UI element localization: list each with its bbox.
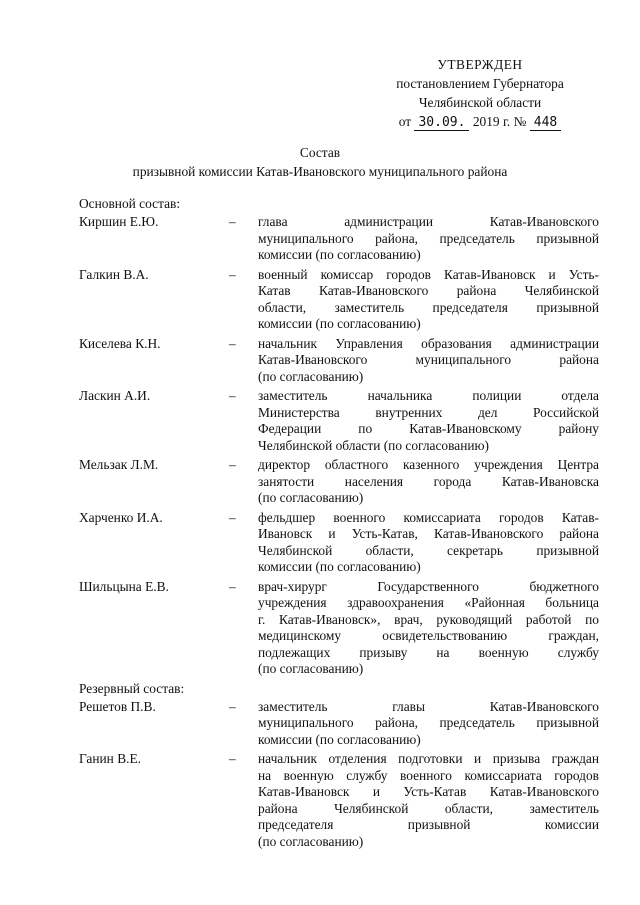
member-description [258, 267, 599, 333]
member-dash: – [229, 335, 236, 351]
description-line: начальник Управления образования администрации [258, 335, 599, 351]
approval-from: от [398, 114, 412, 129]
member-name: Галкин В.А. [79, 266, 149, 282]
member-dash: – [229, 214, 236, 229]
description-line: муниципального района, председатель призывной [258, 715, 599, 730]
description-line: комиссии (по согласованию) [258, 316, 421, 331]
member-description [258, 510, 599, 576]
description-line: фельдшер военного комиссариата городов Катав- [258, 509, 599, 525]
member-description [258, 336, 599, 386]
member-dash: – [229, 266, 236, 282]
section-label: Основной состав: [79, 196, 181, 211]
member-row [79, 267, 599, 333]
member-dash: – [229, 751, 236, 766]
description-line: Катав-Ивановск и Усть-Катав Катав-Ивановского [258, 784, 599, 799]
description-line: заместитель главы Катав-Ивановского [258, 698, 599, 714]
description-line: комиссии (по согласованию) [258, 559, 421, 574]
approval-date: 30.09. [414, 115, 469, 131]
member-dash: – [229, 509, 236, 525]
description-line: Федерации по Катав-Ивановскому району [258, 421, 599, 436]
section-label: Резервный состав: [79, 680, 185, 696]
member-dash: – [229, 388, 236, 403]
description-line: директор областного казенного учреждения Центра [258, 457, 599, 472]
approval-number: 448 [530, 115, 561, 131]
description-line: глава администрации Катав-Ивановского [258, 214, 599, 229]
description-line: Челябинской области, секретарь призывной [258, 542, 599, 558]
approval-block [380, 55, 580, 131]
description-line: военный комиссар городов Катав-Ивановск и Усть- [258, 266, 599, 282]
approval-year: 2019 г. № [472, 114, 527, 129]
member-name: Киселева К.Н. [79, 335, 161, 351]
member-name: Мельзак Л.М. [79, 457, 159, 472]
commission-list [79, 196, 599, 853]
description-line: района Челябинской области, заместитель [258, 800, 599, 816]
approval-line-2: Челябинской области [418, 95, 542, 110]
member-description [258, 214, 599, 264]
description-line: врач-хирург Государственного бюджетного [258, 578, 599, 594]
member-description [258, 751, 599, 850]
description-line: Ивановск и Усть-Катав, Катав-Ивановского района [258, 526, 599, 541]
member-row [79, 457, 599, 507]
member-row [79, 388, 599, 454]
document-title [0, 143, 640, 181]
description-line: (по согласованию) [258, 661, 364, 676]
description-line: учреждения здравоохранения «Районная больница [258, 595, 599, 610]
member-row [79, 751, 599, 850]
description-line: подлежащих призыву на военную службу [258, 644, 599, 660]
member-description [258, 457, 599, 507]
member-name: Киршин Е.Ю. [79, 214, 159, 229]
description-line: (по согласованию) [258, 490, 364, 505]
member-name: Ласкин А.И. [79, 388, 151, 403]
description-line: области, заместитель председателя призывной [258, 299, 599, 315]
member-description [258, 388, 599, 454]
member-name: Ганин В.Е. [79, 751, 142, 766]
member-row [79, 214, 599, 264]
member-row [79, 699, 599, 749]
description-line: (по согласованию) [258, 368, 364, 384]
description-line: г. Катав-Ивановск», врач, руководящий работой по [258, 611, 599, 627]
description-line: Челябинской области (по согласованию) [258, 437, 489, 453]
description-line: председателя призывной комиссии [258, 817, 599, 832]
approval-heading: УТВЕРЖДЕН [437, 57, 523, 72]
member-name: Шильцына Е.В. [79, 578, 169, 594]
description-line: (по согласованию) [258, 833, 364, 849]
member-row [79, 510, 599, 576]
description-line: начальник отделения подготовки и призыва граждан [258, 751, 599, 766]
approval-date-line [380, 112, 580, 131]
description-line: занятости населения города Катав-Ивановска [258, 473, 599, 489]
member-row [79, 336, 599, 386]
description-line: муниципального района, председатель призывной [258, 230, 599, 246]
description-line: Катав-Ивановского муниципального района [258, 352, 599, 367]
title-line-2: призывной комиссии Катав-Ивановского муниципального района [132, 164, 508, 179]
member-row [79, 579, 599, 678]
description-line: медицинскому освидетельствованию граждан, [258, 628, 599, 643]
title-line-1: Состав [299, 145, 341, 160]
approval-line-1: постановлением Губернатора [396, 76, 564, 91]
member-dash: – [229, 578, 236, 594]
member-name: Харченко И.А. [79, 509, 163, 525]
member-name: Решетов П.В. [79, 698, 156, 714]
description-line: на военную службу военного комиссариата городов [258, 767, 599, 783]
member-description [258, 699, 599, 749]
description-line: Катав Катав-Ивановского района Челябинской [258, 283, 599, 298]
member-description [258, 579, 599, 678]
description-line: Министерства внутренних дел Российской [258, 404, 599, 420]
member-dash: – [229, 698, 236, 714]
description-line: комиссии (по согласованию) [258, 731, 421, 747]
member-dash: – [229, 457, 236, 472]
description-line: заместитель начальника полиции отдела [258, 388, 599, 403]
description-line: комиссии (по согласованию) [258, 247, 421, 262]
